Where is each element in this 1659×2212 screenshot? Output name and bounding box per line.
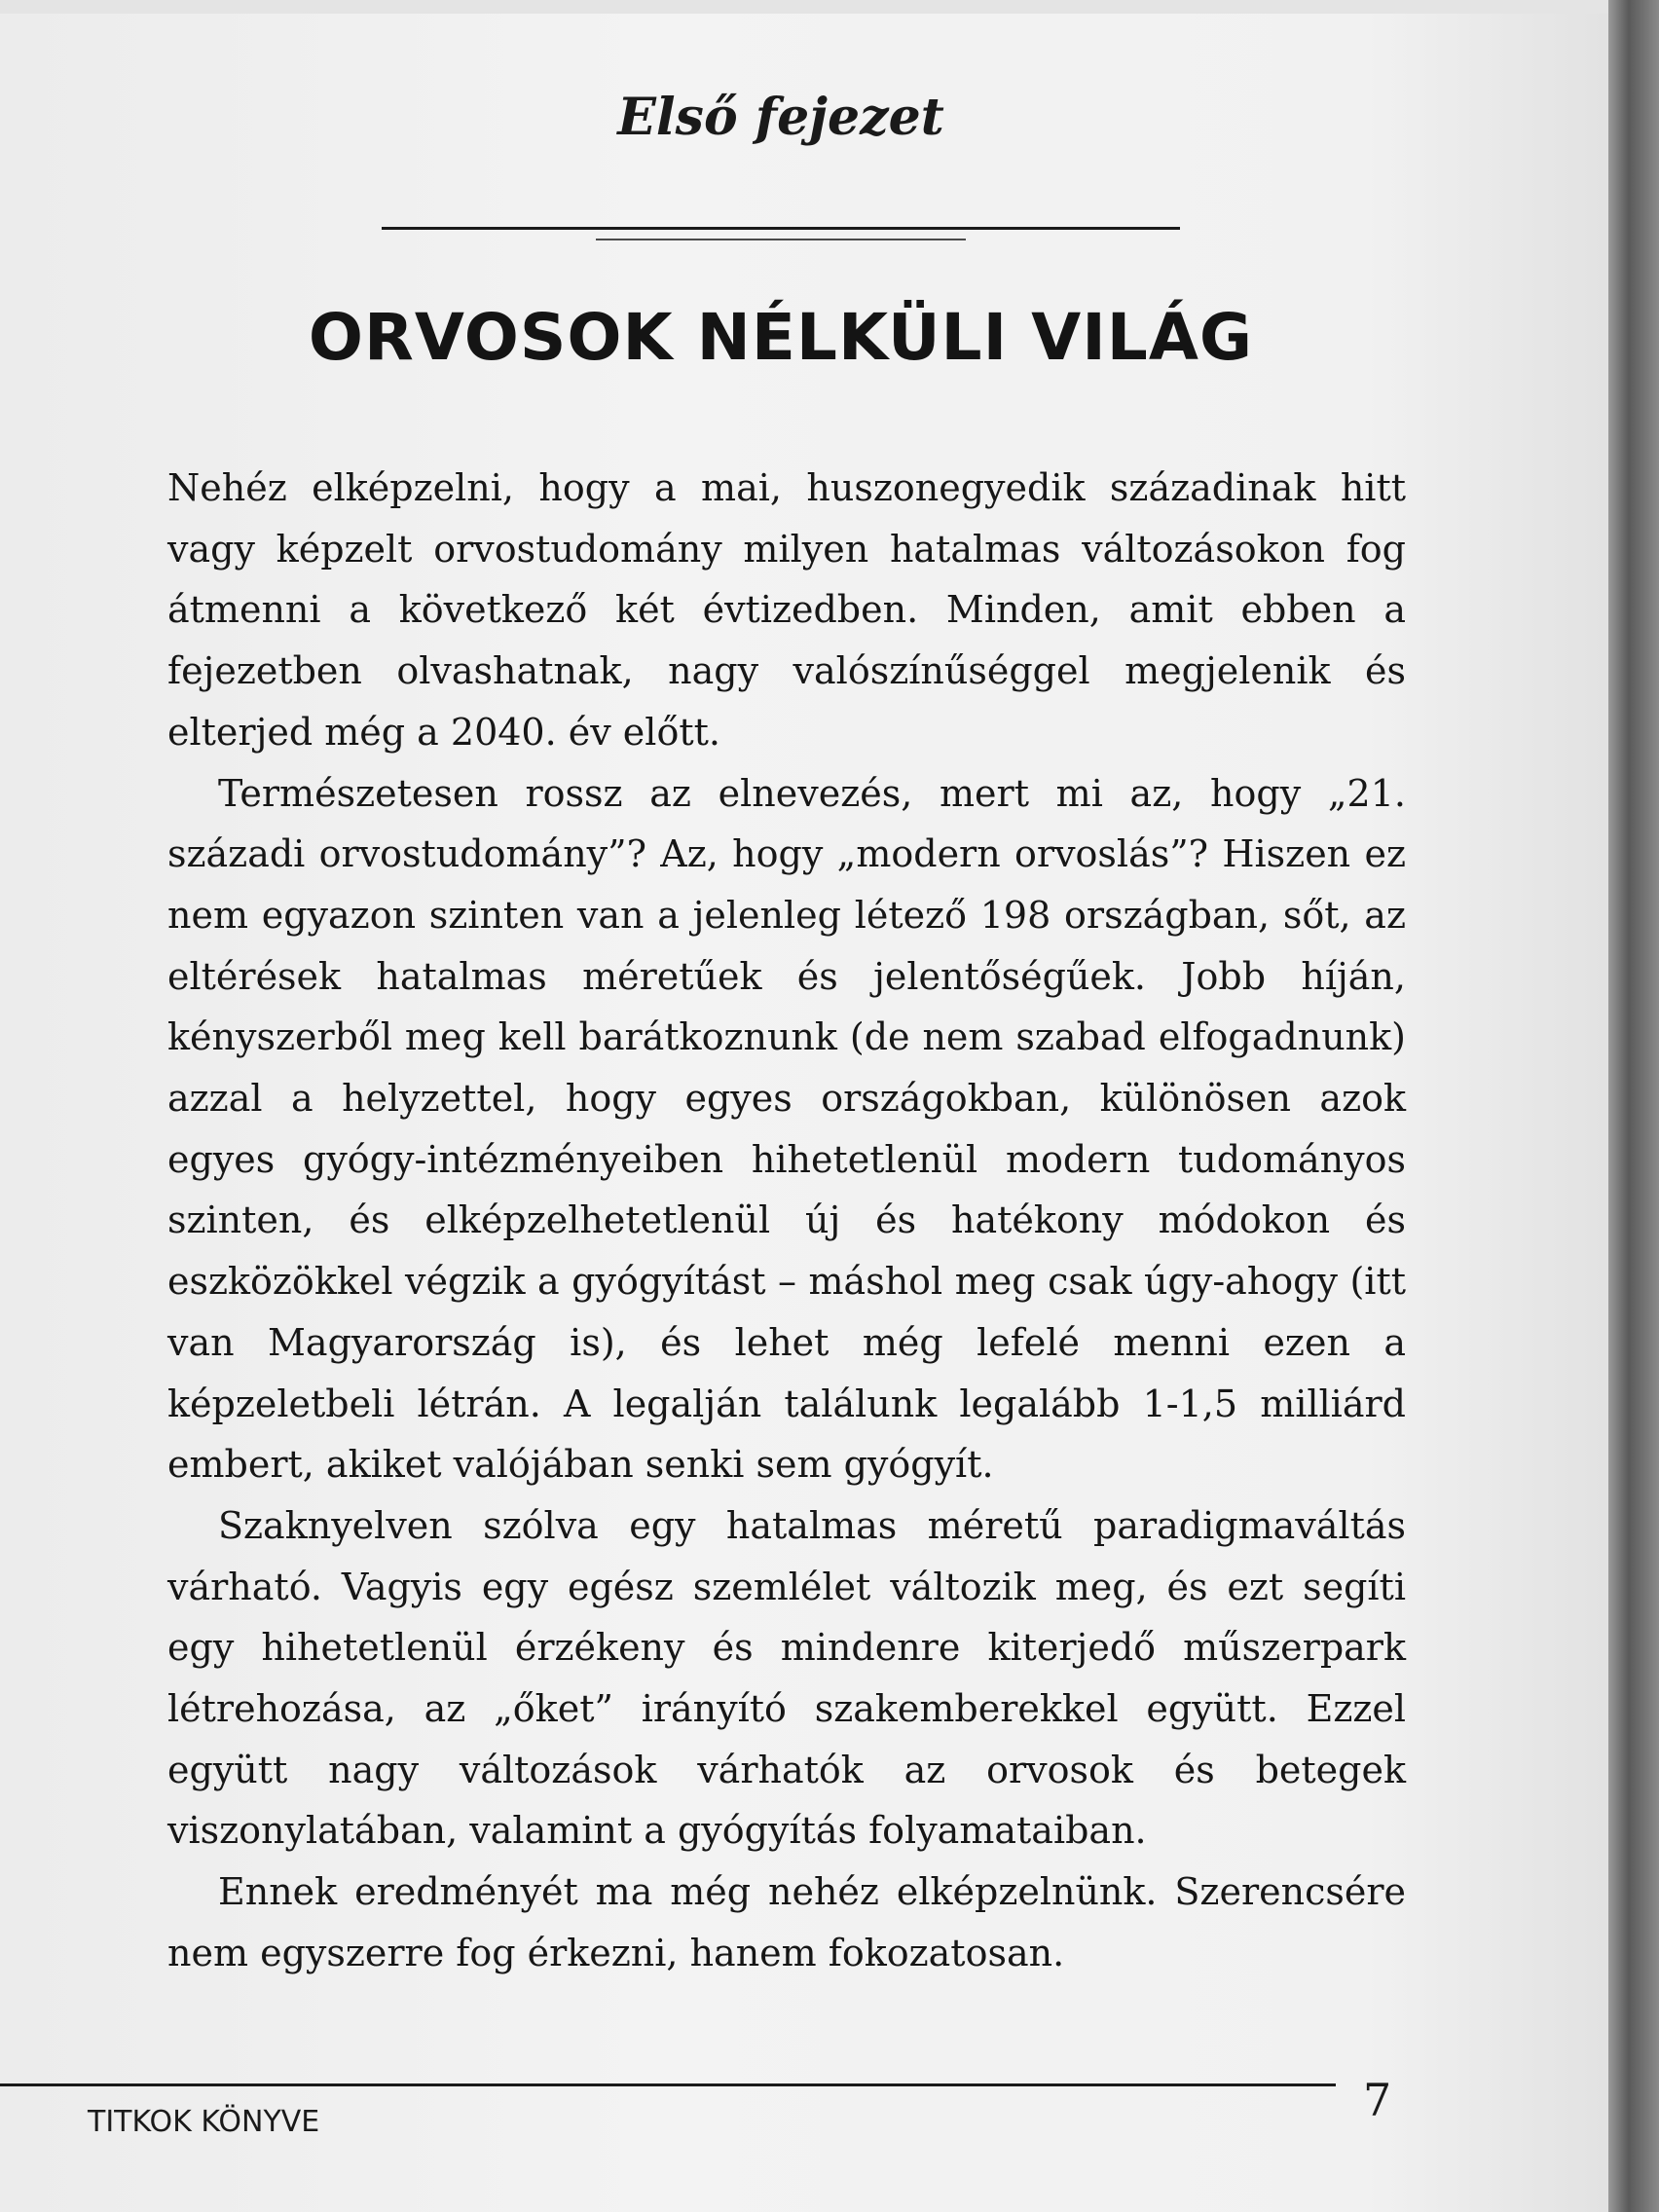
footer-divider	[0, 2083, 1336, 2086]
paragraph-1: Nehéz elképzelni, hogy a mai, huszonegyedik századinak hitt vagy képzelt orvostudomány milyen hatalmas változásokon fog átmenni a következő két évtizedben. Minden, amit ebben a fejezetben olvashatnak, nagy valószínűséggel megjelenik és elterjed még a 2040. év előtt.	[167, 466, 1406, 754]
footer-book-title: TITKOK KÖNYVE	[88, 2105, 320, 2139]
chapter-title: ORVOSOK NÉLKÜLI VILÁG	[308, 300, 1254, 375]
paragraph-3: Szaknyelven szólva egy hatalmas méretű paradigmaváltás várható. Vagyis egy egész szemlélet változik meg, és ezt segíti egy hihetetlenül érzékeny és mindenre kiterjedő műszerpark létrehozása, az „őket” irányító szakemberekkel együtt. Ezzel együtt nagy változások várhatók az orvosok és betegek viszonylatában, valamint a gyógyítás folyamataiban.	[167, 1503, 1406, 1853]
paragraph-4: Ennek eredményét ma még nehéz elképzelnünk. Szerencsére nem egyszerre fog érkezni, hanem fokozatosan.	[167, 1870, 1406, 1974]
chapter-label: Első fejezet	[617, 88, 944, 147]
title-divider	[382, 227, 1180, 230]
page-top-edge	[0, 0, 1608, 14]
book-spine-shadow	[1608, 0, 1659, 2212]
title-divider-accent	[596, 239, 966, 240]
page-number: 7	[1363, 2074, 1392, 2126]
paragraph-2: Természetesen rossz az elnevezés, mert mi az, hogy „21. századi orvostudomány”? Az, hogy „modern orvoslás”? Hiszen ez nem egyazon szinten van a jelenleg létező 198 országban, sőt, az eltérések hatalmas méretűek és jelentőségűek. Jobb híján, kényszerből meg kell barátkoznunk (de nem szabad elfogadnunk) azzal a helyzettel, hogy egyes országokban, különösen azok egyes gyógy-intézményeiben hihetetlenül modern tudományos szinten, és elképzelhetetlenül új és hatékony módokon és eszközökkel végzik a gyógyítást – máshol meg csak úgy-ahogy (itt van Magyarország is), és lehet még lefelé menni ezen a képzeletbeli létrán. A legalján találunk legalább 1-1,5 milliárd embert, akiket valójában senki sem gyógyít.	[167, 771, 1406, 1487]
body-text	[167, 458, 1406, 1984]
